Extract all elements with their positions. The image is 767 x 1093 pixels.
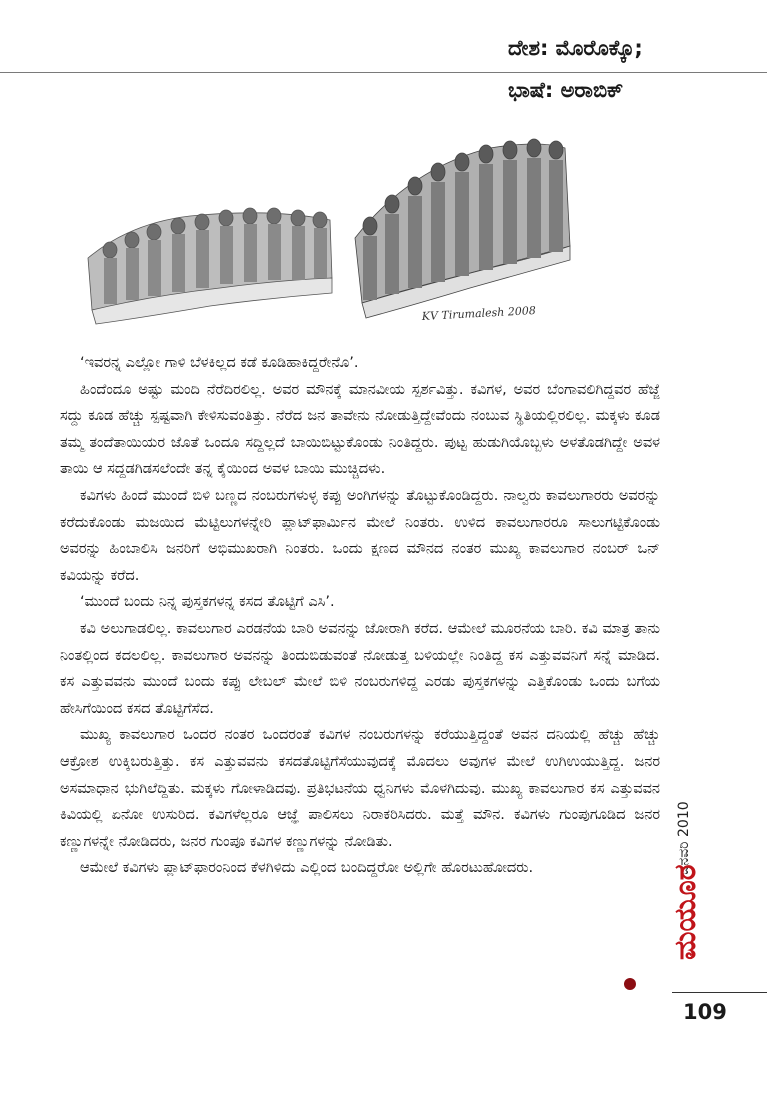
header-country: ದೇಶ: ಮೊರೊಕ್ಕೊ; [508, 36, 643, 60]
issue-date: ಜನವರಿ 2010 [676, 801, 692, 875]
header-divider [0, 72, 767, 73]
header-language: ಭಾಷೆ: ಅರಾಬಿಕ್ [508, 78, 624, 102]
paragraph: ಕವಿ ಅಲುಗಾಡಲಿಲ್ಲ. ಕಾವಲುಗಾರ ಎರಡನೆಯ ಬಾರಿ ಅವನನ್ನು ಜೋರಾಗಿ ಕರೆದ. ಆಮೇಲೆ ಮೂರನೆಯ ಬಾರಿ. ಕವಿ ಮಾತ್ರ ತಾನು ನಿಂತಲ್ಲಿಂದ ಕದಲಲಿಲ್ಲ. ಕಾವಲುಗಾರ ಅವನನ್ನು ತಿಂದುಬಿಡುವಂತೆ ನೋಡುತ್ತ ಬಳಿಯಲ್ಲೇ ನಿಂತಿದ್ದ ಕಸ ಎತ್ತುವವನಿಗೆ ಸನ್ನೆ ಮಾಡಿದ. ಕಸ ಎತ್ತುವವನು ಮುಂದೆ ಬಂದು ಕಪ್ಪು ಲೇಬಲ್ ಮೇಲೆ ಬಿಳಿ ನಂಬರುಗಳಿದ್ದ ಎರಡು ಪುಸ್ತಕಗಳನ್ನು ಎತ್ತಿಕೊಂಡು ಒಂದು ಬಗೆಯ ಹೇಸಿಗೆಯಿಂದ ಕಸದ ತೊಟ್ಟಿಗೆಸೆದ. [60, 620, 660, 717]
footer-divider [672, 992, 767, 993]
right-figure-group [355, 139, 570, 318]
page-number: 109 [683, 1000, 727, 1024]
paragraph: ಆಮೇಲೆ ಕವಿಗಳು ಪ್ಲಾಟ್‌ಫಾರಂನಿಂದ ಕೆಳಗಿಳಿದು ಎಲ್ಲಿಂದ ಬಂದಿದ್ದರೋ ಅಲ್ಲಿಗೇ ಹೊರಟುಹೋದರು. [80, 860, 534, 877]
illustration-standing-figures [70, 128, 580, 333]
left-figure-group [88, 208, 332, 324]
paragraph: ‘ಮುಂದೆ ಬಂದು ನಿನ್ನ ಪುಸ್ತಕಗಳನ್ನ ಕಸದ ತೊಟ್ಟಿಗೆ ಎಸಿ’. [80, 594, 335, 611]
story-body [60, 350, 660, 882]
paragraph: ‘ಇವರನ್ನ ಎಲ್ಲೋ ಗಾಳಿ ಬೆಳಕಿಲ್ಲದ ಕಡೆ ಕೂಡಿಹಾಕಿದ್ದರೇನೊ’. [80, 355, 359, 371]
paragraph: ಮುಖ್ಯ ಕಾವಲುಗಾರ ಒಂದರ ನಂತರ ಒಂದರಂತೆ ಕವಿಗಳ ನಂಬರುಗಳನ್ನು ಕರೆಯುತ್ತಿದ್ದಂತೆ ಅವನ ದನಿಯಲ್ಲಿ ಹೆಚ್ಚು ಹೆಚ್ಚು ಆಕ್ರೋಶ ಉಕ್ಕಿಬರುತ್ತಿತ್ತು. ಕಸ ಎತ್ತುವವನು ಕಸದತೊಟ್ಟಿಗೆಸೆಯುವುದಕ್ಕೆ ಮೊದಲು ಅವುಗಳ ಮೇಲೆ ಉಗಿಉಯುತ್ತಿದ್ದ. ಜನರ ಅಸಮಾಧಾನ ಭುಗಿಲೆದ್ದಿತು. ಮಕ್ಕಳು ಗೋಳಾಡಿದವು. ಪ್ರತಿಭಟನೆಯ ಧ್ವನಿಗಳು ಮೊಳಗಿದುವು. ಮುಖ್ಯ ಕಾವಲುಗಾರ ಕಸ ಎತ್ತುವವನ ಕಿವಿಯಲ್ಲಿ ಏನೋ ಉಸುರಿದ. ಕವಿಗಳೆಲ್ಲರೂ ಆಜ್ಞೆ ಪಾಲಿಸಲು ನಿರಾಕರಿಸಿದರು. ಮತ್ತೆ ಮೌನ. ಕವಿಗಳು ಗುಂಪುಗೂಡಿದ ಜನರ ಕಣ್ಣುಗಳನ್ನೇ ನೋಡಿದರು, ಜನರ ಗುಂಪೂ ಕವಿಗಳ ಕಣ್ಣುಗಳನ್ನು ನೋಡಿತು. [60, 727, 660, 850]
bullet-dot [624, 978, 636, 990]
magazine-logo: ಮಯೂರ [668, 864, 703, 960]
paragraph: ಹಿಂದೆಂದೂ ಅಷ್ಟು ಮಂದಿ ನೆರೆದಿರಲಿಲ್ಲ. ಅವರ ಮೌನಕ್ಕೆ ಮಾನವೀಯ ಸ್ಪರ್ಶವಿತ್ತು. ಕವಿಗಳ, ಅವರ ಬೆಂಗಾವಲಿಗಿದ್ದವರ ಹೆಜ್ಜೆ ಸದ್ದು ಕೂಡ ಹೆಚ್ಚು ಸ್ಪಷ್ಟವಾಗಿ ಕೇಳಿಸುವಂತಿತ್ತು. ನೆರೆದ ಜನ ತಾವೇನು ನೋಡುತ್ತಿದ್ದೇವೆಂದು ನಂಬುವ ಸ್ಥಿತಿಯಲ್ಲಿರಲಿಲ್ಲ. ಮಕ್ಕಳು ಕೂಡ ತಮ್ಮ ತಂದೆತಾಯಿಯರ ಜೊತೆ ಒಂದೂ ಸದ್ದಿಲ್ಲದೆ ಬಾಯಿಬಿಟ್ಟುಕೊಂಡು ನಿಂತಿದ್ದರು. ಪುಟ್ಟ ಹುಡುಗಿಯೊಬ್ಬಳು ಅಳತೊಡಗಿದ್ದೇ ಅವಳ ತಾಯಿ ಆ ಸದ್ದಡಗಿಡಸಲೆಂದೇ ತನ್ನ ಕೈಯಿಂದ ಅವಳ ಬಾಯಿ ಮುಚ್ಚಿದಳು. [60, 381, 660, 478]
paragraph: ಕವಿಗಳು ಹಿಂದೆ ಮುಂದೆ ಬಿಳಿ ಬಣ್ಣದ ನಂಬರುಗಳುಳ್ಳ ಕಪ್ಪು ಅಂಗಿಗಳನ್ನು ತೊಟ್ಟುಕೊಂಡಿದ್ದರು. ನಾಲ್ವರು ಕಾವಲುಗಾರರು ಅವರನ್ನು ಕರೆದುಕೊಂಡು ಮಜಯಿದ ಮೆಟ್ಟಿಲುಗಳನ್ನೇರಿ ಪ್ಲಾಟ್‌ಫಾರ್ಮಿನ ಮೇಲೆ ನಿಂತರು. ಉಳಿದ ಕಾವಲುಗಾರರೂ ಸಾಲುಗಟ್ಟಿಕೊಂಡು ಅವರನ್ನು ಹಿಂಬಾಲಿಸಿ ಜನರಿಗೆ ಅಭಿಮುಖರಾಗಿ ನಿಂತರು. ಒಂದು ಕ್ಷಣದ ಮೌನದ ನಂತರ ಮುಖ್ಯ ಕಾವಲುಗಾರ ನಂಬರ್ ಒನ್ ಕವಿಯನ್ನು ಕರೆದ. [60, 487, 660, 584]
artist-signature: KV Tirumalesh 2008 [421, 304, 537, 323]
